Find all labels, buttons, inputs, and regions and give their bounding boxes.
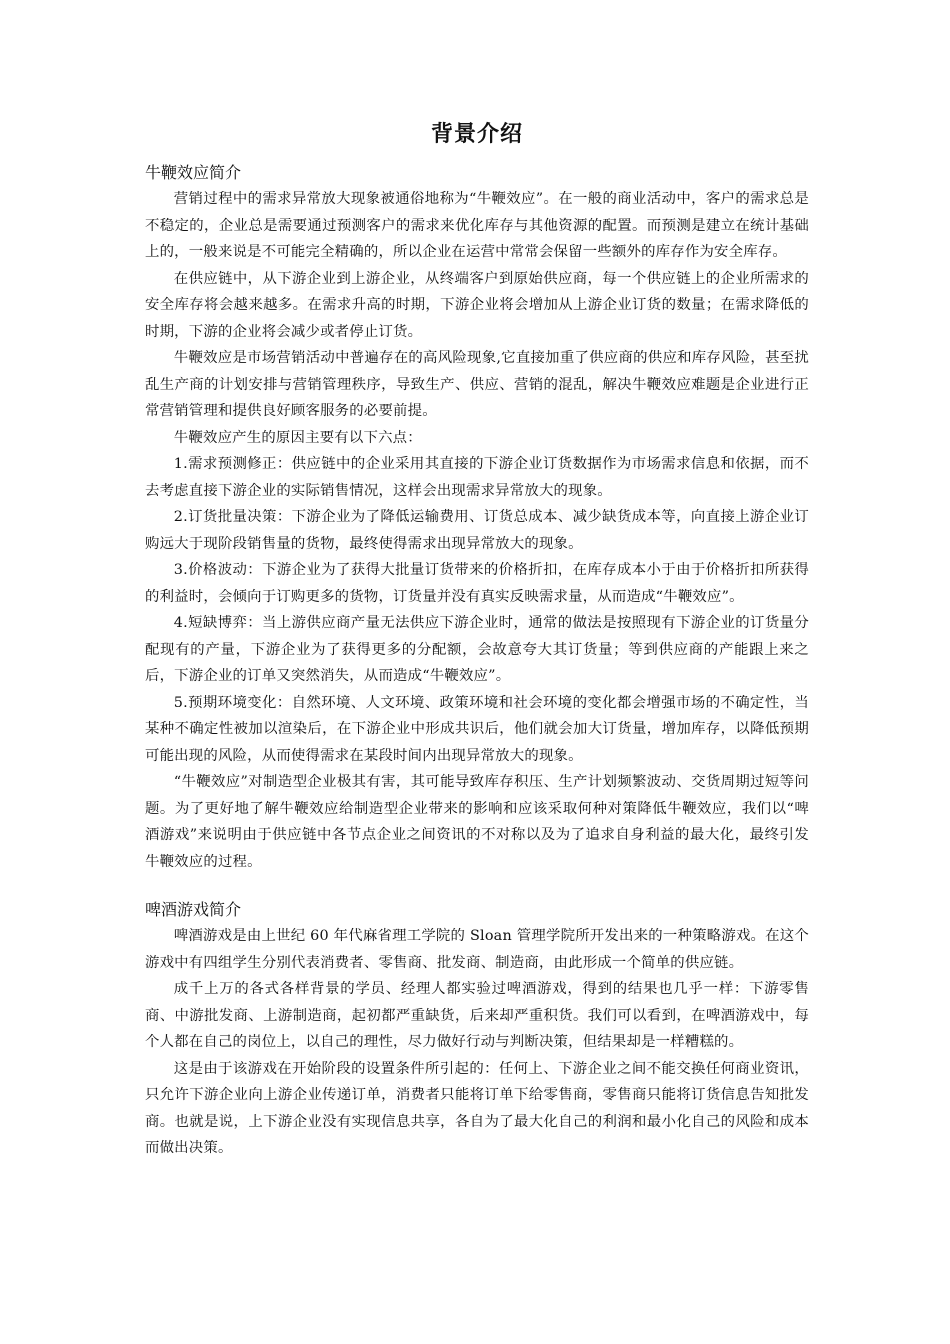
paragraph: 营销过程中的需求异常放大现象被通俗地称为“牛鞭效应”。在一般的商业活动中，客户的需求总是不稳定的，企业总是需要通过预测客户的需求来优化库存与其他资源的配置。而预测是建立在统计基础上的，一般来说是不可能完全精确的，所以企业在运营中常常会保留一些额外的库存作为安全库存。 [145,191,809,260]
list-item: 3.价格波动：下游企业为了获得大批量订货带来的价格折扣，在库存成本小于由于价格折扣所获得的利益时，会倾向于订购更多的货物，订货量并没有真实反映需求量，从而造成“牛鞭效应”。 [145,562,809,605]
section-heading-beer-game: 啤酒游戏简介 [145,900,242,919]
section-heading-bullwhip: 牛鞭效应简介 [145,163,242,182]
paragraph: 啤酒游戏是由上世纪 60 年代麻省理工学院的 Sloan 管理学院所开发出来的一种策略游戏。在这个游戏中有四组学生分别代表消费者、零售商、批发商、制造商，由此形成一个简单的供应链。 [145,928,809,971]
list-item: 5.预期环境变化：自然环境、人文环境、政策环境和社会环境的变化都会增强市场的不确定性，当某种不确定性被加以渲染后，在下游企业中形成共识后，他们就会加大订货量，增加库存，以降低预期可能出现的风险，从而使得需求在某段时间内出现异常放大的现象。 [145,694,809,764]
list-item: 4.短缺博弈：当上游供应商产量无法供应下游企业时，通常的做法是按照现有下游企业的订货量分配现有的产量，下游企业为了获得更多的分配额，会故意夸大其订货量；等到供应商的产能跟上来之后，下游企业的订单又突然消失，从而造成“牛鞭效应”。 [145,615,809,684]
list-item: 2.订货批量决策：下游企业为了降低运输费用、订货总成本、减少缺货成本等，向直接上游企业订购远大于现阶段销售量的货物，最终使得需求出现异常放大的现象。 [145,509,809,552]
paragraph: 这是由于该游戏在开始阶段的设置条件所引起的：任何上、下游企业之间不能交换任何商业资讯，只允许下游企业向上游企业传递订单，消费者只能将订单下给零售商，零售商只能将订货信息告知批发商。也就是说，上下游企业没有实现信息共享，各自为了最大化自己的利润和最小化自己的风险和成本而做出决策。 [145,1060,809,1156]
list-item: 1.需求预测修正：供应链中的企业采用其直接的下游企业订货数据作为市场需求信息和依据，而不去考虑直接下游企业的实际销售情况，这样会出现需求异常放大的现象。 [145,456,809,499]
paragraph: “牛鞭效应”对制造型企业极其有害，其可能导致库存积压、生产计划频繁波动、交货周期过短等问题。为了更好地了解牛鞭效应给制造型企业带来的影响和应该采取何种对策降低牛鞭效应，我们以“啤酒游戏”来说明由于供应链中各节点企业之间资讯的不对称以及为了追求自身利益的最大化，最终引发牛鞭效应的过程。 [145,774,809,870]
paragraph: 牛鞭效应产生的原因主要有以下六点： [173,429,422,446]
paragraph: 在供应链中，从下游企业到上游企业，从终端客户到原始供应商，每一个供应链上的企业所需求的安全库存将会越来越多。在需求升高的时期，下游企业将会增加从上游企业订货的数量；在需求降低的时期，下游的企业将会减少或者停止订货。 [145,270,809,340]
page-title: 背景介绍 [430,122,523,147]
paragraph: 成千上万的各式各样背景的学员、经理人都实验过啤酒游戏，得到的结果也几乎一样：下游零售商、中游批发商、上游制造商，起初都严重缺货，后来却严重积货。我们可以看到，在啤酒游戏中，每个人都在自己的岗位上，以自己的理性，尽力做好行动与判断决策，但结果却是一样糟糕的。 [145,981,809,1050]
document-page [145,0,809,1162]
paragraph: 牛鞭效应是市场营销活动中普遍存在的高风险现象,它直接加重了供应商的供应和库存风险，甚至扰乱生产商的计划安排与营销管理秩序，导致生产、供应、营销的混乱，解决牛鞭效应难题是企业进行正常营销管理和提供良好顾客服务的必要前提。 [145,350,809,419]
